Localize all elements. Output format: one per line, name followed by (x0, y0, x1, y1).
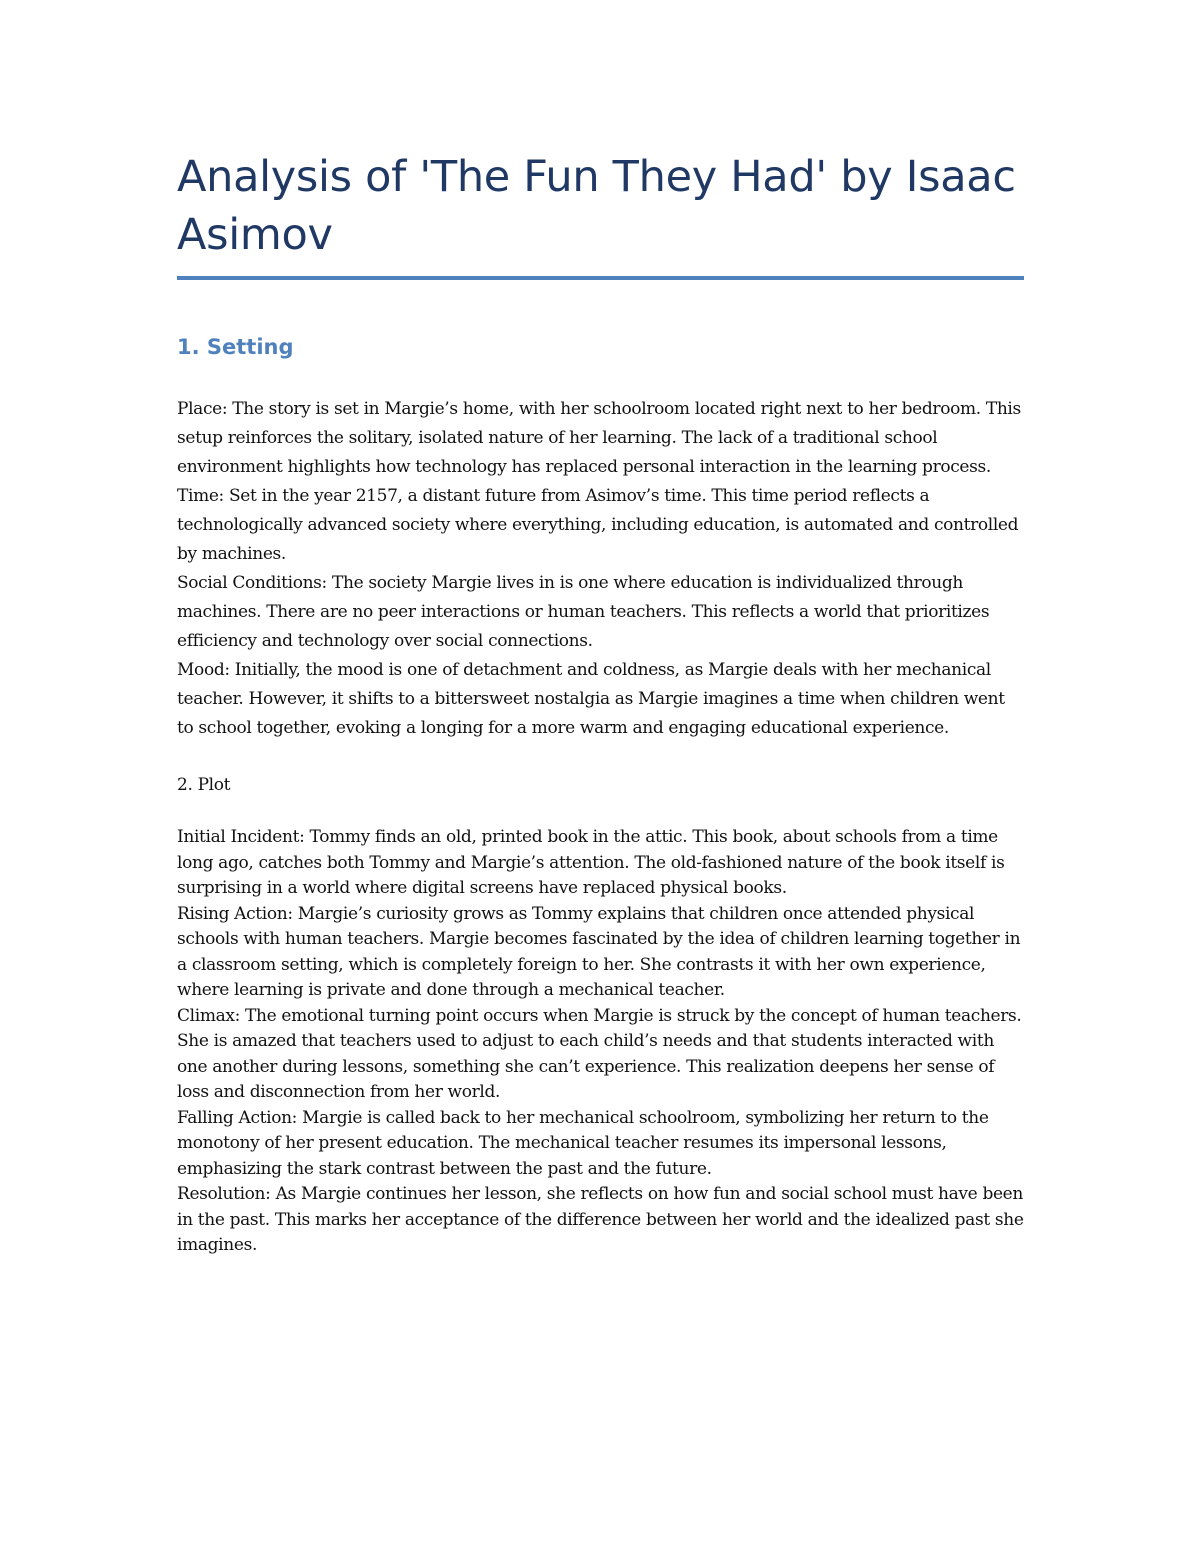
setting-section (177, 395, 1025, 743)
plot-paragraph-resolution: Resolution: As Margie continues her lesson, she reflects on how fun and social school must have been in the past. This marks her acceptance of the difference between her world and the idealized past she imagines. (177, 1184, 1024, 1255)
setting-paragraph-place: Place: The story is set in Margie’s home, with her schoolroom located right next to her bedroom. This setup reinforces the solitary, isolated nature of her learning. The lack of a traditional school environment highlights how technology has replaced personal interaction in the learning process. (177, 399, 1021, 477)
plot-paragraph-rising-action: Rising Action: Margie’s curiosity grows as Tommy explains that children once attended physical schools with human teachers. Margie becomes fascinated by the idea of children learning together in a classroom setting, which is completely foreign to her. She contrasts it with her own experience, where learning is private and done through a mechanical teacher. (177, 903, 1021, 1000)
section-heading-plot: 2. Plot (177, 775, 231, 795)
document-title: Analysis of 'The Fun They Had' by Isaac Asimov (177, 152, 1016, 260)
title-underline-divider (177, 276, 1024, 280)
setting-paragraph-time: Time: Set in the year 2157, a distant future from Asimov’s time. This time period reflects a technologically advanced society where everything, including education, is automated and controlled by machines. (177, 486, 1019, 564)
setting-paragraph-social-conditions: Social Conditions: The society Margie lives in is one where education is individualized through machines. There are no peer interactions or human teachers. This reflects a world that prioritizes efficiency and technology over social connections. (177, 573, 990, 651)
document-body (177, 148, 1025, 1259)
setting-paragraph-mood: Mood: Initially, the mood is one of detachment and coldness, as Margie deals with her mechanical teacher. However, it shifts to a bittersweet nostalgia as Margie imagines a time when children went to school together, evoking a longing for a more warm and engaging educational experience. (177, 660, 1005, 738)
plot-paragraph-falling-action: Falling Action: Margie is called back to her mechanical schoolroom, symbolizing her return to the monotony of her present education. The mechanical teacher resumes its impersonal lessons, emphasizing the stark contrast between the past and the future. (177, 1107, 989, 1179)
plot-paragraph-initial-incident: Initial Incident: Tommy finds an old, printed book in the attic. This book, about schools from a time long ago, catches both Tommy and Margie’s attention. The old-fashioned nature of the book itself is surprising in a world where digital screens have replaced physical books. (177, 827, 1005, 898)
plot-paragraph-climax: Climax: The emotional turning point occurs when Margie is struck by the concept of human teachers. She is amazed that teachers used to adjust to each child’s needs and that students interacted with one another during lessons, something she can’t experience. This realization deepens her sense of loss and disconnection from her world. (177, 1005, 1022, 1102)
section-heading-setting: 1. Setting (177, 335, 294, 359)
plot-section (177, 825, 1025, 1259)
